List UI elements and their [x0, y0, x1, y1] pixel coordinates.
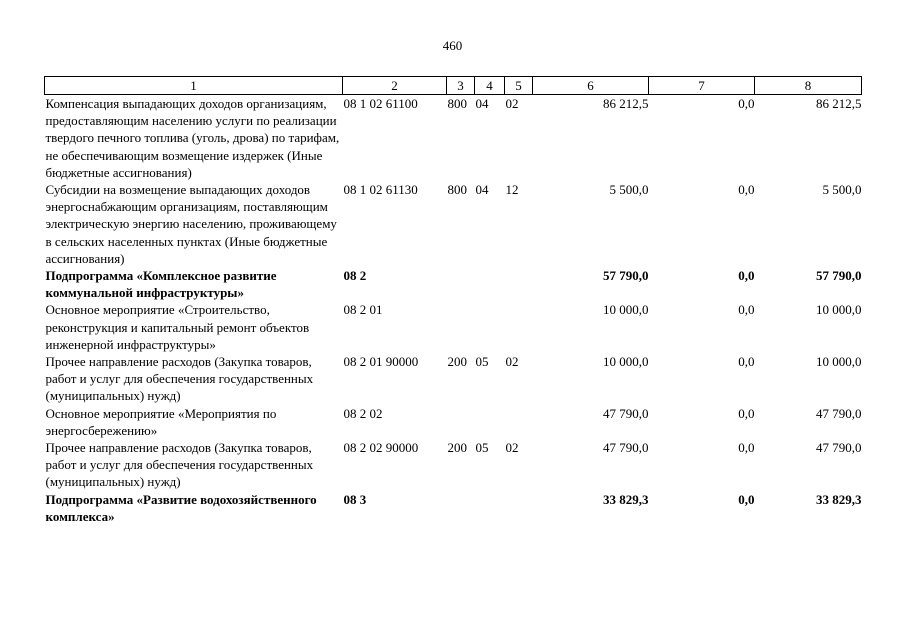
row-amount-total: 10 000,0: [603, 354, 649, 370]
page-number: 460: [442, 38, 463, 53]
row-expense-type: 200: [447, 354, 467, 370]
row-name: Прочее направление расходов (Закупка товаров, работ и услуг для обеспечения государственных (муниципальных) нужд): [45, 354, 314, 404]
column-header-8: 8: [755, 77, 862, 95]
row-expense-type: [447, 267, 475, 301]
row-code: 08 2 01: [343, 302, 383, 318]
row-subsection: 02: [505, 440, 519, 456]
row-section: [475, 301, 505, 353]
row-amount-change: 0,0: [738, 96, 755, 111]
row-amount-total: 33 829,3: [603, 491, 649, 507]
row-subsection: [505, 491, 533, 525]
row-amount-final: 10 000,0: [816, 354, 862, 370]
row-code: 08 1 02 61130: [343, 182, 418, 198]
row-subsection: [505, 405, 533, 439]
row-expense-type: 800: [447, 96, 467, 111]
row-name: Основное мероприятие «Строительство, реконструкция и капитальный ремонт объектов инженерной инфраструктуры»: [45, 302, 310, 352]
row-amount-change: 0,0: [738, 182, 755, 198]
row-amount-total: 47 790,0: [603, 405, 649, 421]
table-row: [45, 491, 862, 525]
row-amount-final: 10 000,0: [816, 302, 862, 318]
table-body: [45, 95, 862, 526]
row-section: [475, 491, 505, 525]
row-expense-type: [447, 405, 475, 439]
row-amount-change: 0,0: [738, 491, 755, 507]
row-subsection: [505, 301, 533, 353]
row-amount-final: 47 790,0: [816, 405, 862, 421]
row-code: 08 2: [343, 268, 367, 284]
row-amount-change: 0,0: [738, 440, 755, 456]
table-row: [45, 301, 862, 353]
row-section: [475, 267, 505, 301]
row-amount-total: 10 000,0: [603, 302, 649, 318]
row-expense-type: 800: [447, 182, 467, 198]
budget-table: [44, 76, 862, 525]
column-header-4: 4: [475, 77, 505, 95]
row-name: Субсидии на возмещение выпадающих доходов энергоснабжающим организациям, поставляющим электрическую энергию населению, проживающему в сельских населенных пунктах (Иные бюджетные ассигнования): [45, 182, 337, 266]
table-row: [45, 95, 862, 182]
row-amount-final: 33 829,3: [816, 491, 862, 507]
column-header-6: 6: [533, 77, 649, 95]
column-header-2: 2: [343, 77, 447, 95]
row-code: 08 1 02 61100: [343, 96, 418, 111]
row-section: [475, 405, 505, 439]
table-row: [45, 353, 862, 405]
row-expense-type: [447, 301, 475, 353]
row-section: 04: [475, 182, 489, 198]
row-amount-total: 5 500,0: [609, 182, 649, 198]
row-name: Прочее направление расходов (Закупка товаров, работ и услуг для обеспечения государственных (муниципальных) нужд): [45, 440, 314, 490]
row-name: Основное мероприятие «Мероприятия по энергосбережению»: [45, 405, 277, 438]
row-amount-total: 57 790,0: [603, 268, 649, 284]
column-header-5: 5: [505, 77, 533, 95]
row-amount-total: 47 790,0: [603, 440, 649, 456]
row-section: 05: [475, 440, 489, 456]
row-amount-total: 86 212,5: [603, 96, 649, 111]
row-amount-change: 0,0: [738, 268, 755, 284]
row-subsection: 12: [505, 182, 519, 198]
row-section: 04: [475, 96, 489, 111]
row-section: 05: [475, 354, 489, 370]
row-expense-type: 200: [447, 440, 467, 456]
row-code: 08 2 02: [343, 405, 383, 421]
row-code: 08 3: [343, 491, 367, 507]
column-header-1: 1: [45, 77, 343, 95]
row-amount-change: 0,0: [738, 354, 755, 370]
column-header-7: 7: [649, 77, 755, 95]
row-amount-change: 0,0: [738, 405, 755, 421]
row-subsection: [505, 267, 533, 301]
table-row: [45, 439, 862, 491]
row-amount-final: 47 790,0: [816, 440, 862, 456]
row-name: Компенсация выпадающих доходов организациям, предоставляющим населению услуги по реализации твердого печного топлива (уголь, дрова) по тарифам, не обеспечивающим возмещение издержек (Иные бюджетные ассигнования): [45, 96, 340, 180]
row-amount-final: 86 212,5: [816, 96, 862, 111]
row-code: 08 2 02 90000: [343, 440, 419, 456]
row-name: Подпрограмма «Развитие водохозяйственного комплекса»: [45, 491, 317, 524]
row-expense-type: [447, 491, 475, 525]
row-amount-change: 0,0: [738, 302, 755, 318]
column-header-3: 3: [447, 77, 475, 95]
row-code: 08 2 01 90000: [343, 354, 419, 370]
row-amount-final: 5 500,0: [822, 182, 862, 198]
table-row: [45, 405, 862, 439]
table-row: [45, 267, 862, 301]
row-subsection: 02: [505, 96, 519, 111]
table-header-row: [45, 77, 862, 95]
row-name: Подпрограмма «Комплексное развитие коммунальной инфраструктуры»: [45, 268, 277, 301]
row-subsection: 02: [505, 354, 519, 370]
row-amount-final: 57 790,0: [816, 268, 862, 284]
table-row: [45, 181, 862, 267]
